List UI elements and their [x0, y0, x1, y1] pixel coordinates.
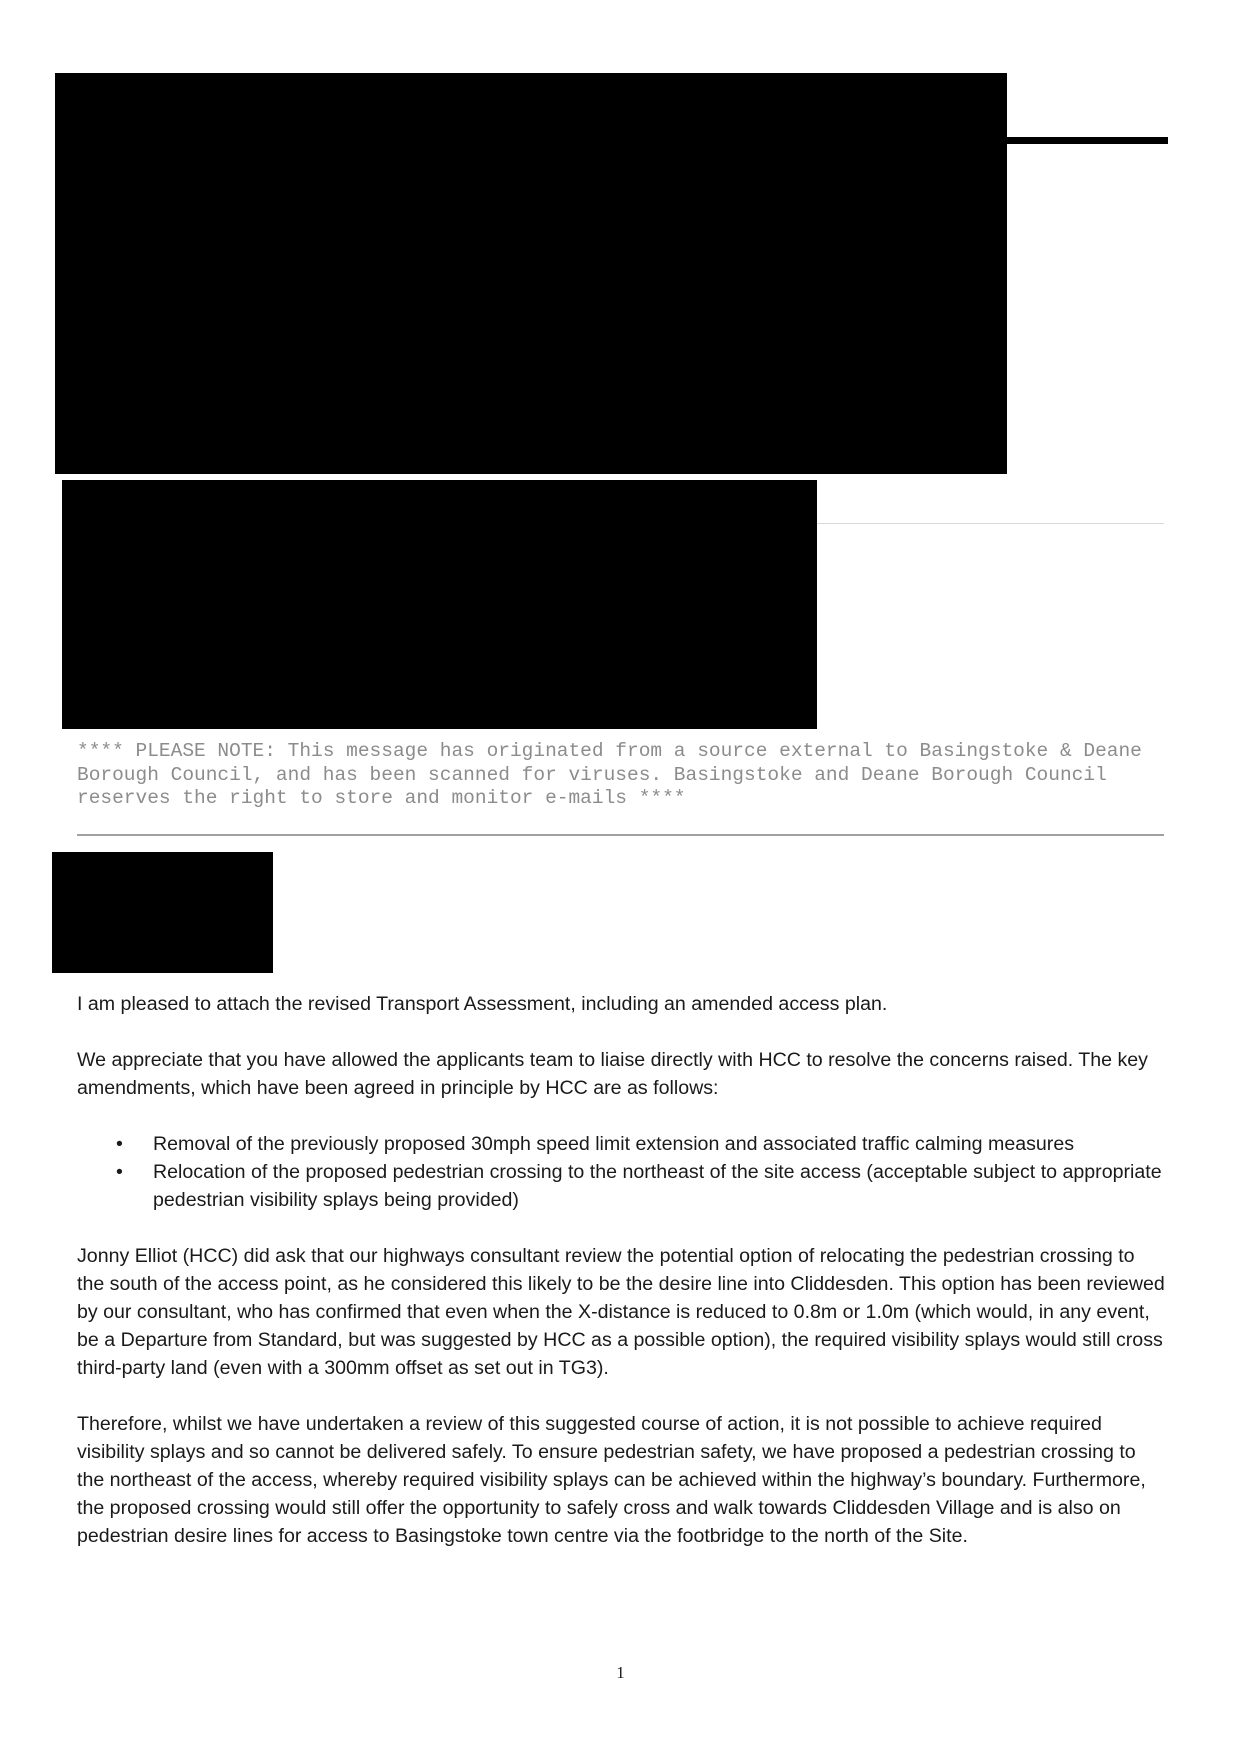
notice-divider [77, 834, 1164, 836]
body-paragraph-1: I am pleased to attach the revised Transport Assessment, including an amended access plan. [77, 993, 888, 1015]
redaction-block-sender [62, 480, 817, 729]
header-heavy-rule [1007, 137, 1168, 144]
list-item [116, 1158, 1167, 1214]
bullet-icon: • [116, 1133, 123, 1155]
letter-body [77, 990, 1167, 1578]
body-paragraph-4: Therefore, whilst we have undertaken a review of this suggested course of action, it is not possible to achieve required visibility splays and so cannot be delivered safely. To ensure pedestrian safety, we have proposed a pedestrian crossing to the northeast of the access, whereby required visibility splays can be achieved within the highway’s boundary. Furthermore, the proposed crossing would still offer the opportunity to safely cross and walk towards Cliddesden Village and is also on pedestrian desire lines for access to Basingstoke town centre via the footbridge to the north of the Site. [77, 1413, 1146, 1547]
bullet-icon: • [116, 1161, 123, 1183]
amendments-list [77, 1130, 1167, 1214]
header-light-rule [817, 523, 1164, 524]
redaction-block-salutation [52, 852, 273, 973]
body-paragraph-2: We appreciate that you have allowed the applicants team to liaise directly with HCC to resolve the concerns raised. The key amendments, which have been agreed in principle by HCC are as follows: [77, 1049, 1148, 1099]
list-item-text: Removal of the previously proposed 30mph speed limit extension and associated traffic calming measures [153, 1133, 1075, 1155]
list-item [116, 1130, 1167, 1158]
body-paragraph-3: Jonny Elliot (HCC) did ask that our highways consultant review the potential option of relocating the pedestrian crossing to the south of the access point, as he considered this likely to be the desire line into Cliddesden. This option has been reviewed by our consultant, who has confirmed that even when the X-distance is reduced to 0.8m or 1.0m (which would, in any event, be a Departure from Standard, but was suggested by HCC as a possible option), the required visibility splays would still cross third-party land (even with a 300mm offset as set out in TG3). [77, 1245, 1165, 1379]
list-item-text: Relocation of the proposed pedestrian crossing to the northeast of the site access (acceptable subject to appropriate pedestrian visibility splays being provided) [153, 1161, 1162, 1211]
redaction-block-header [55, 73, 1007, 474]
page-number: 1 [616, 1663, 625, 1682]
external-email-notice: **** PLEASE NOTE: This message has originated from a source external to Basingstoke & Deane Borough Council, and has been scanned for viruses. Basingstoke and Deane Borough Council reserves the right to store and monitor e-mails **** [77, 740, 1142, 809]
